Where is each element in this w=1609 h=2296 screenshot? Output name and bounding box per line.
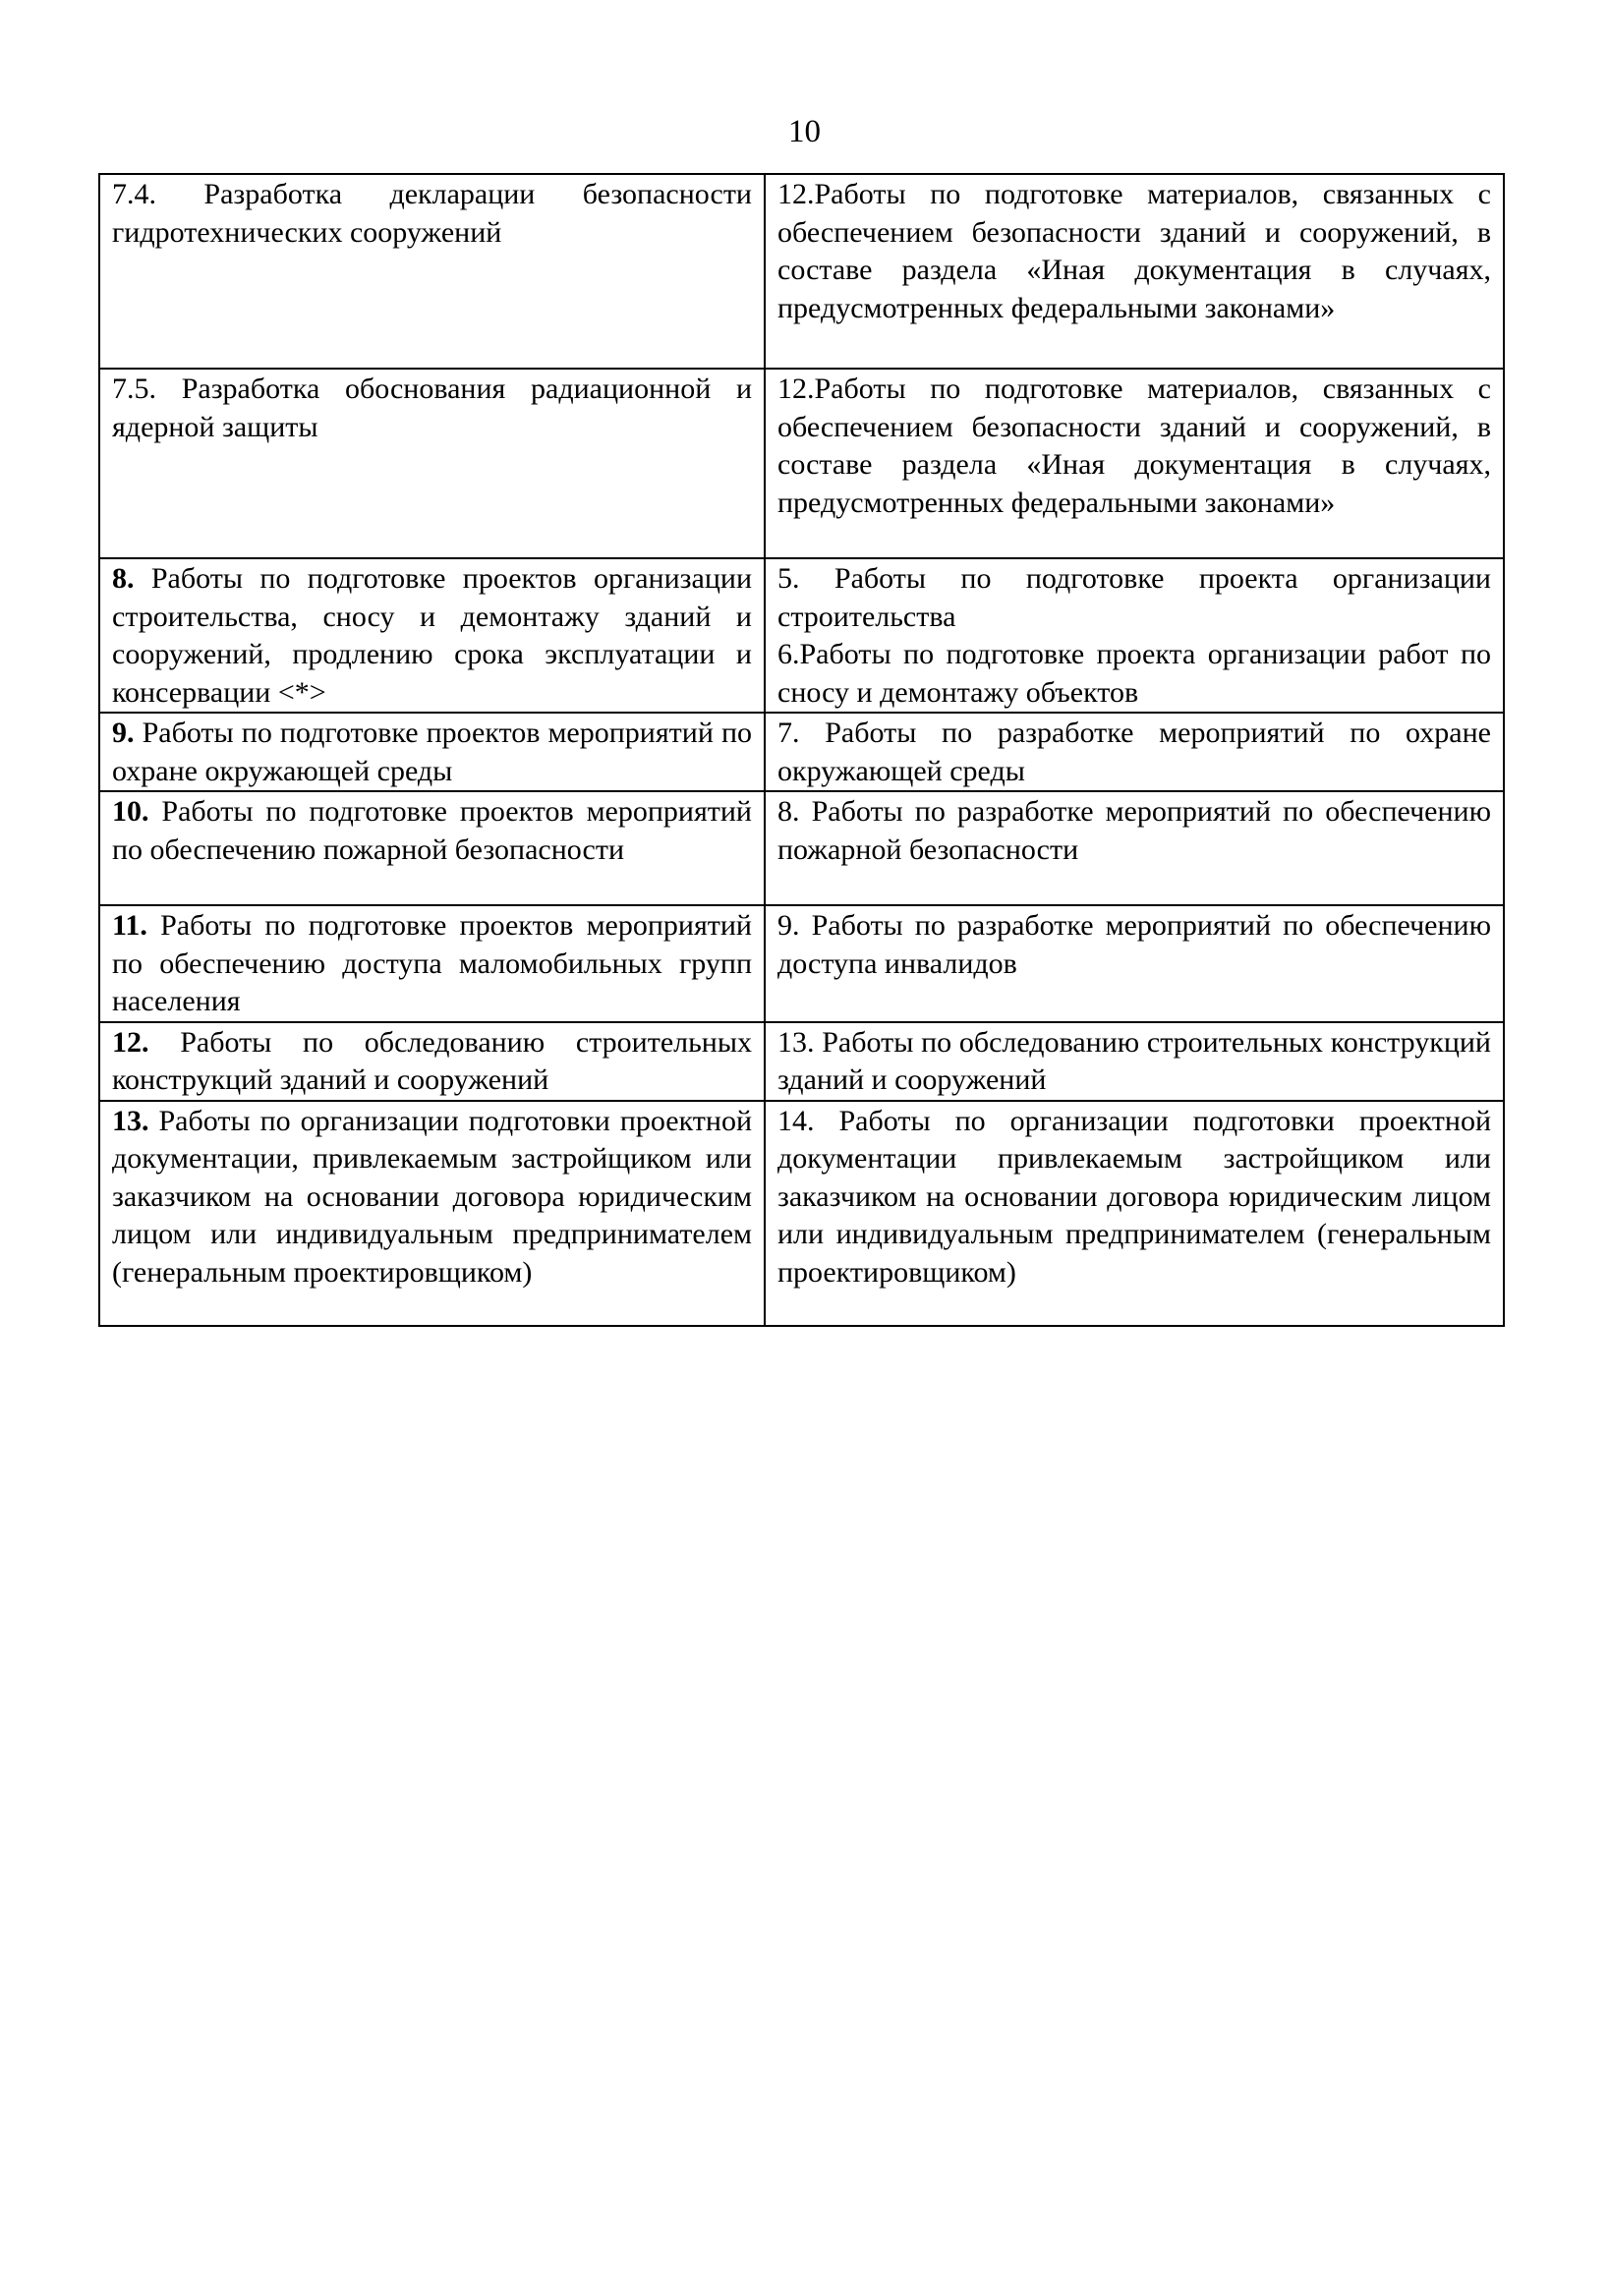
left-cell — [99, 1101, 765, 1326]
table-row — [99, 369, 1504, 558]
left-cell — [99, 174, 765, 369]
table-row — [99, 791, 1504, 905]
left-number: 8. — [112, 562, 135, 595]
right-cell — [765, 1022, 1504, 1101]
left-text: Работы по подготовке проектов организации строительства, сносу и демонтажу зданий и сооружений, продлению срока эксплуатации и консервации <*> — [112, 562, 752, 709]
left-cell — [99, 791, 765, 905]
left-number: 12. — [112, 1025, 149, 1059]
left-text: Работы по подготовке проектов мероприятий по обеспечению доступа маломобильных групп населения — [112, 909, 752, 1017]
left-text: Работы по организации подготовки проектной документации, привлекаемым застройщиком или заказчиком на основании договора юридическим лицом или индивидуальным предпринимателем (генеральным проектировщиком) — [112, 1104, 752, 1289]
right-text: 6.Работы по подготовке проекта организации работ по сносу и демонтажу объектов — [777, 638, 1491, 709]
left-text: Работы по подготовке проектов мероприятий по обеспечению пожарной безопасности — [112, 795, 752, 866]
left-number: 10. — [112, 795, 149, 828]
left-text: Работы по обследованию строительных конструкций зданий и сооружений — [112, 1025, 752, 1096]
table-row — [99, 905, 1504, 1022]
left-cell — [99, 713, 765, 791]
left-text: 7.4. Разработка декларации безопасности гидротехнических сооружений — [112, 178, 752, 249]
right-cell — [765, 905, 1504, 1022]
left-number: 13. — [112, 1104, 149, 1137]
left-number: 11. — [112, 909, 147, 942]
left-cell — [99, 369, 765, 558]
left-text: 7.5. Разработка обоснования радиационной и ядерной защиты — [112, 373, 752, 443]
left-cell — [99, 558, 765, 713]
table-row — [99, 174, 1504, 369]
right-cell — [765, 174, 1504, 369]
table-row — [99, 1022, 1504, 1101]
left-cell — [99, 1022, 765, 1101]
page-number: 10 — [788, 114, 821, 149]
left-text: Работы по подготовке проектов мероприятий по охране окружающей среды — [112, 717, 752, 787]
right-text: 9. Работы по разработке мероприятий по обеспечению доступа инвалидов — [777, 909, 1491, 980]
right-cell — [765, 558, 1504, 713]
left-number: 9. — [112, 717, 135, 749]
right-text: 13. Работы по обследованию строительных конструкций зданий и сооружений — [777, 1025, 1491, 1096]
right-text: 12.Работы по подготовке материалов, связанных с обеспечением безопасности зданий и сооружений, в составе раздела «Иная документация в случаях, предусмотренных федеральными законами» — [777, 178, 1491, 324]
right-cell — [765, 713, 1504, 791]
requirements-table — [98, 173, 1505, 1327]
right-text: 12.Работы по подготовке материалов, связанных с обеспечением безопасности зданий и сооружений, в составе раздела «Иная документация в случаях, предусмотренных федеральными законами» — [777, 373, 1491, 519]
table-row — [99, 558, 1504, 713]
table-row — [99, 1101, 1504, 1326]
right-text: 5. Работы по подготовке проекта организации строительства — [777, 562, 1491, 633]
right-cell — [765, 1101, 1504, 1326]
table-row — [99, 713, 1504, 791]
right-text: 14. Работы по организации подготовки проектной документации привлекаемым застройщиком или заказчиком на основании договора юридическим лицом или индивидуальным предпринимателем (генеральным проектировщиком) — [777, 1104, 1491, 1289]
right-text: 8. Работы по разработке мероприятий по обеспечению пожарной безопасности — [777, 795, 1491, 866]
right-cell — [765, 369, 1504, 558]
right-cell — [765, 791, 1504, 905]
left-cell — [99, 905, 765, 1022]
right-text: 7. Работы по разработке мероприятий по охране окружающей среды — [777, 717, 1491, 787]
